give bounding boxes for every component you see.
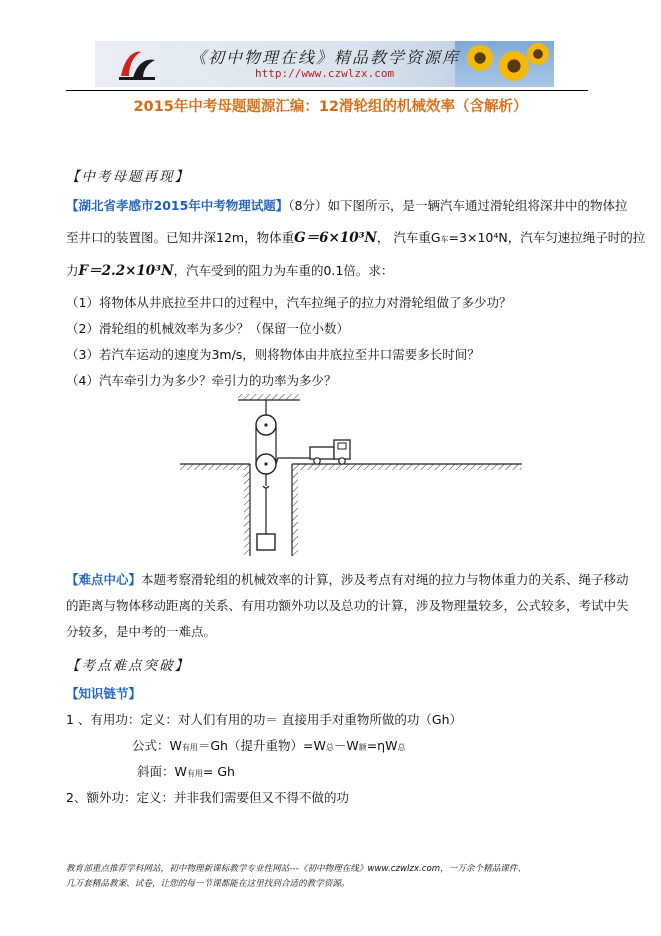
banner-url: http://www.czwlzx.com	[255, 67, 395, 80]
header-rule	[66, 90, 588, 91]
ceiling	[238, 394, 300, 400]
useful-work-formula	[132, 738, 405, 756]
subscript: 车	[440, 235, 449, 244]
header-banner	[95, 41, 554, 87]
subscript: 有用	[186, 769, 203, 778]
sunflower-icon	[527, 43, 549, 65]
question-1: （1）将物体从井底拉至井口的过程中，汽车拉绳子的拉力对滑轮组做了多少功？	[66, 295, 512, 310]
question-2: （2）滑轮组的机械效率为多少？（保留一位小数）	[66, 321, 349, 336]
truck-wheel	[314, 458, 320, 464]
formula-text: ＝Gh（提升重物）=W	[197, 738, 326, 753]
useful-work-definition: 1 、有用功：定义：对人们有用的功＝ 直接用手对重物所做的功（Gh）	[66, 712, 463, 727]
subscript: 额	[358, 743, 367, 752]
difficulty-line-2: 的距离与物体移动距离的关系、有用功额外功以及总功的计算，涉及物理量较多，公式较多，考试中失	[66, 598, 629, 613]
problem-text: ，汽车受到的阻力为车重的0.1倍。求：	[173, 263, 394, 278]
problem-source: 【湖北省孝感市2015年中考物理试题】	[66, 198, 289, 213]
problem-text: 力	[66, 263, 79, 278]
formula-text: 斜面：W	[137, 764, 187, 779]
document-title: 2015年中考母题题源汇编：12滑轮组的机械效率（含解析）	[133, 99, 528, 115]
question-3: （3）若汽车运动的速度为3m/s，则将物体由井底拉至井口需要多长时间？	[66, 347, 480, 362]
truck-body	[310, 447, 334, 459]
question-4: （4）汽车牵引力为多少？牵引力的功率为多少？	[66, 373, 337, 388]
footer-line-2: 几万套精品教案、试卷，让您的每一节课都能在这里找到合适的教学资源。	[66, 879, 350, 889]
problem-line-2	[66, 230, 645, 248]
weight-value: G＝6×10³N	[294, 230, 377, 246]
slope-formula	[137, 764, 235, 782]
sunflower-icon	[467, 45, 493, 71]
sunflower-icon	[499, 51, 529, 81]
site-logo	[115, 46, 159, 82]
difficulty-text: 本题考察滑轮组的机械效率的计算，涉及考点有对绳的拉力与物体重力的关系、绳子移动	[141, 572, 629, 587]
formula-text: 公式：W	[132, 738, 182, 753]
banner-title: 《初中物理在线》精品教学资源库	[190, 48, 461, 67]
page-footer	[66, 862, 526, 892]
subscript: 总	[325, 743, 334, 752]
problem-points: （8分）	[288, 198, 328, 213]
knowledge-label: 【知识链节】	[66, 686, 142, 701]
section-heading-mother-questions: 【中考母题再现】	[66, 169, 190, 185]
subscript: 有用	[181, 743, 198, 752]
difficulty-label: 【难点中心】	[66, 572, 142, 587]
extra-work-definition: 2、额外功：定义：并非我们需要但又不得不做的功	[66, 790, 349, 805]
subscript: 总	[397, 743, 406, 752]
truck-wheel	[339, 458, 345, 464]
section-heading-key-points: 【考点难点突破】	[66, 658, 190, 674]
formula-text: =ηW	[366, 738, 398, 753]
difficulty-line-1	[66, 572, 629, 588]
weight-block	[257, 534, 275, 550]
pulley-system-diagram	[170, 388, 530, 564]
problem-line-3	[66, 263, 393, 279]
ground-right	[292, 464, 522, 470]
ground-left	[180, 464, 250, 470]
formula-text: －W	[333, 738, 359, 753]
footer-line-1: 教育部重点推荐学科网站，初中物理新课标教学专业性网站---《初中物理在线》www.czwlzx.com，一万余个精品课件、	[66, 864, 527, 874]
problem-text: ， 汽车重G	[376, 230, 441, 245]
problem-text: 至井口的装置图。已知井深12m，物体重	[66, 230, 295, 245]
problem-line-1	[66, 198, 628, 214]
problem-text: =3×10⁴N，汽车匀速拉绳子时的拉	[448, 230, 646, 245]
difficulty-line-3: 分较多，是中考的一难点。	[66, 624, 217, 639]
force-value: F＝2.2×10³N	[78, 263, 174, 279]
formula-text: = Gh	[202, 764, 235, 779]
problem-text: 如下图所示，是一辆汽车通过滑轮组将深井中的物体拉	[327, 198, 628, 213]
